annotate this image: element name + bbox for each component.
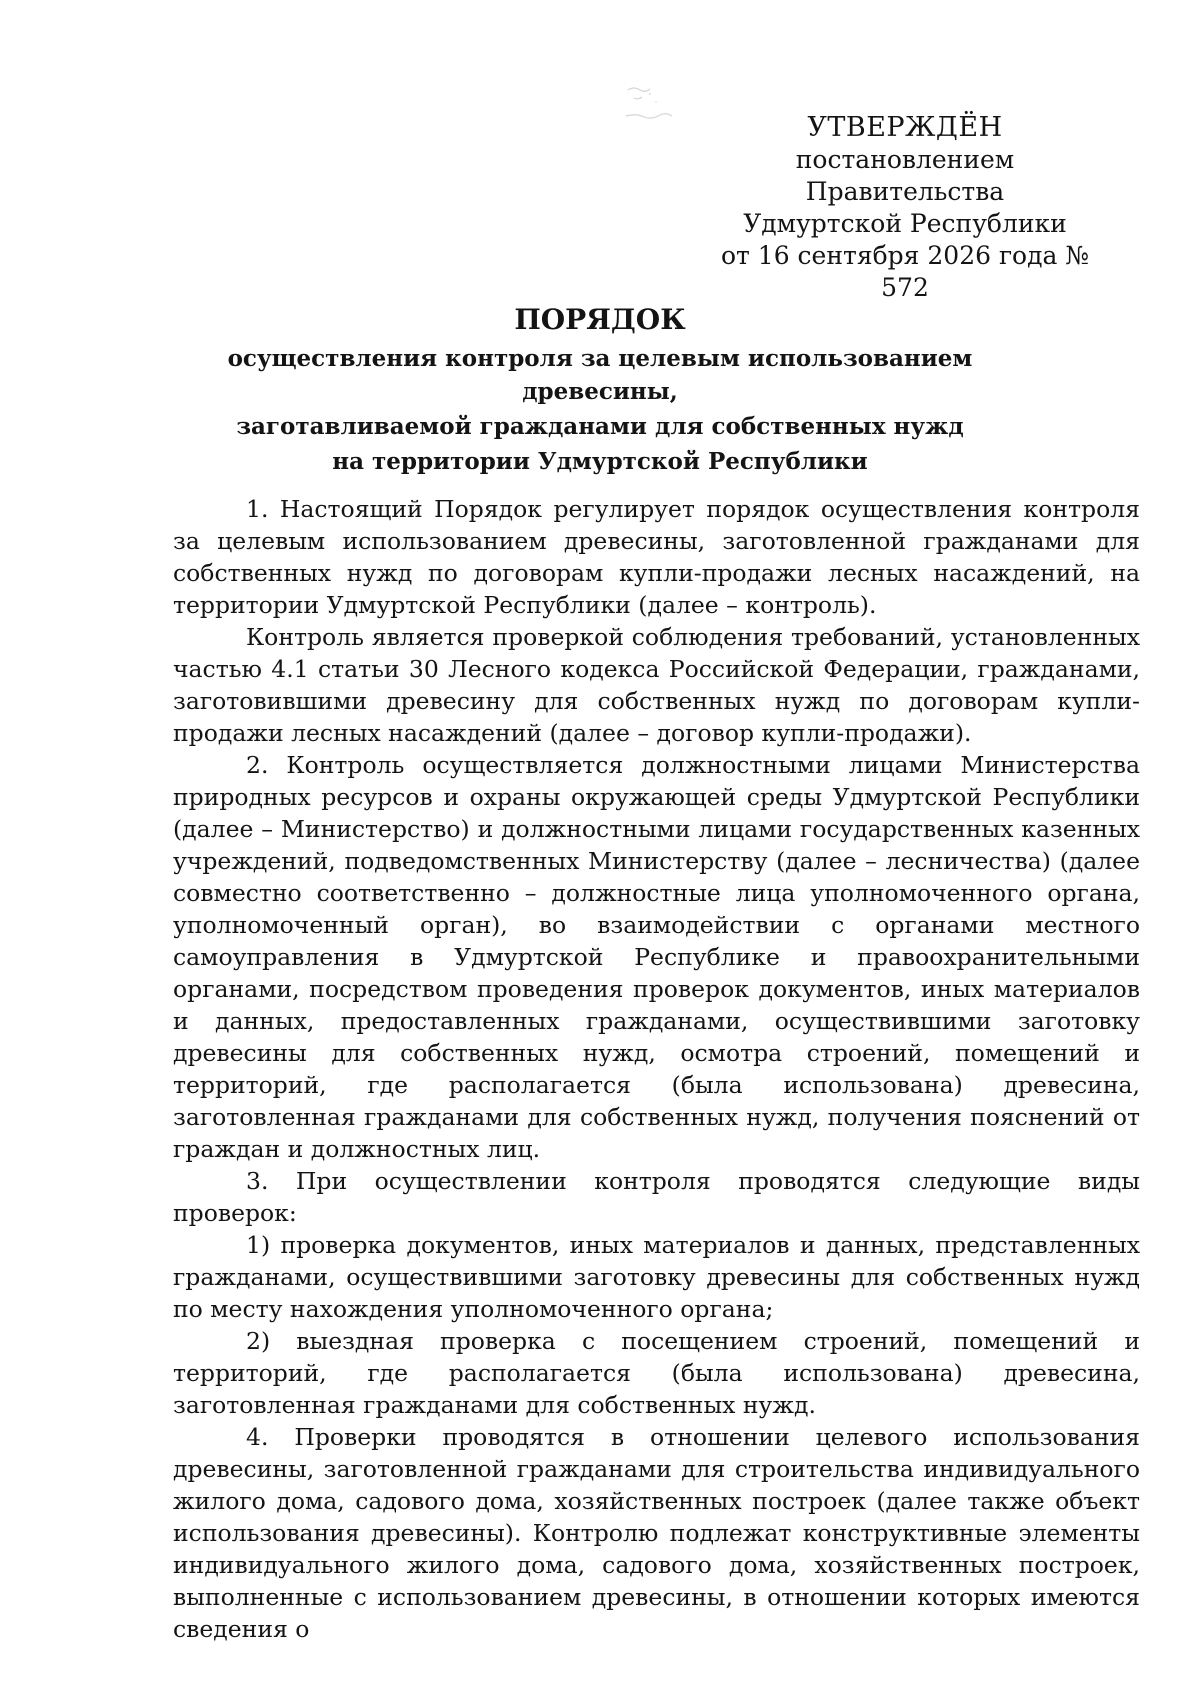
paragraph: 2) выездная проверка с посещением строений, помещений и территорий, где располагается (была использована) древесина, заготовленная гражданами для собственных нужд. — [173, 1327, 1140, 1419]
document-subtitle-line-3: на территории Удмуртской Республики — [332, 448, 868, 475]
stamp-mark-icon — [620, 80, 680, 130]
paragraph: 3. При осуществлении контроля проводятся следующие виды проверок: — [173, 1167, 1140, 1227]
approval-block — [700, 112, 1110, 304]
document-subtitle-line-1: осуществления контроля за целевым использованием древесины, — [227, 345, 973, 405]
approval-line-date: от 16 сентября 2026 года № 572 — [720, 241, 1090, 302]
document-subtitle-line-2: заготавливаемой гражданами для собственных нужд — [236, 413, 964, 440]
document-body — [173, 493, 1140, 1645]
document-heading — [160, 300, 1040, 478]
approved-label: УТВЕРЖДЁН — [807, 112, 1003, 143]
paragraph: 2. Контроль осуществляется должностными лицами Министерства природных ресурсов и охраны окружающей среды Удмуртской Республики (далее – Министерство) и должностными лицами государственных казенных учреждений, подведомственных Министерству (далее – лесничества) (далее совместно соответственно – должностные лица уполномоченного органа, уполномоченный орган), во взаимодействии с органами местного самоуправления в Удмуртской Республике и правоохранительными органами, посредством проведения проверок документов, иных материалов и данных, предоставленных гражданами, осуществившими заготовку древесины для собственных нужд, осмотра строений, помещений и территорий, где располагается (была использована) древесина, заготовленная гражданами для собственных нужд, получения пояснений от граждан и должностных лиц. — [173, 751, 1140, 1163]
paragraph: Контроль является проверкой соблюдения требований, установленных частью 4.1 статьи 30 Лесного кодекса Российской Федерации, гражданами, заготовившими древесину для собственных нужд по договорам купли-продажи лесных насаждений (далее – договор купли-продажи). — [173, 623, 1140, 747]
document-title: ПОРЯДОК — [514, 303, 686, 336]
paragraph: 4. Проверки проводятся в отношении целевого использования древесины, заготовленной гражданами для строительства индивидуального жилого дома, садового дома, хозяйственных построек (далее также объект использования древесины). Контролю подлежат конструктивные элементы индивидуального жилого дома, садового дома, хозяйственных построек, выполненные с использованием древесины, в отношении которых имеются сведения о — [173, 1423, 1140, 1643]
paragraph: 1. Настоящий Порядок регулирует порядок осуществления контроля за целевым использованием древесины, заготовленной гражданами для собственных нужд по договорам купли-продажи лесных насаждений, на территории Удмуртской Республики (далее – контроль). — [173, 495, 1140, 619]
paragraph: 1) проверка документов, иных материалов и данных, представленных гражданами, осуществившими заготовку древесины для собственных нужд по месту нахождения уполномоченного органа; — [173, 1231, 1140, 1323]
approval-line-republic: Удмуртской Республики — [743, 209, 1067, 238]
approval-line-decree: постановлением Правительства — [795, 145, 1015, 206]
